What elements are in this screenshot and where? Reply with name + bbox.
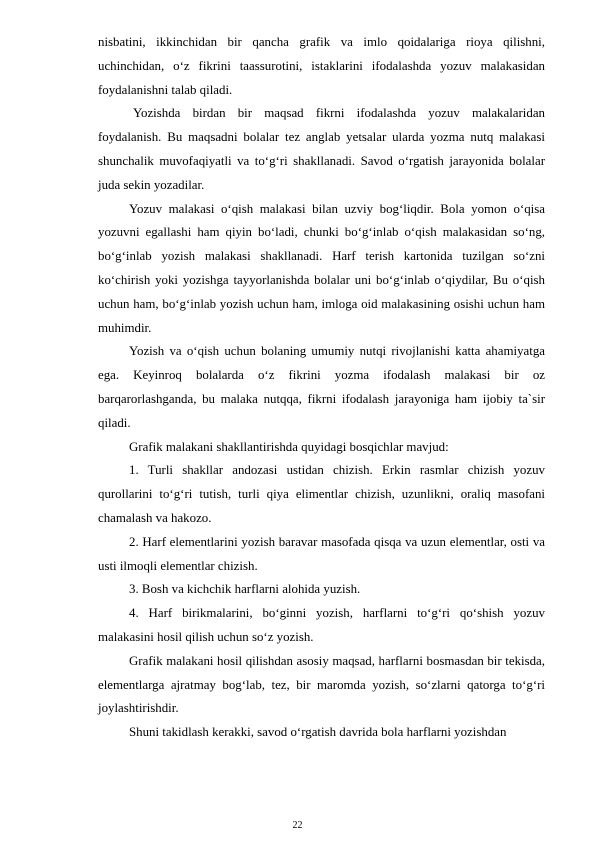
paragraph-3: Yozuv malakasi o‘qish malakasi bilan uzviy bog‘liqdir. Bola yomon o‘qisa yozuvni egallashi ham qiyin bo‘ladi, chunki bo‘g‘inlab o‘qish malakasidan so‘ng, bo‘g‘inlab yozish malakasi shakllanadi. Harf terish kartonida tuzilgan so‘zni ko‘chirish yoki yozishga tayyorlanishda bolalar uni bo‘g‘inlab o‘qiydilar, Bu o‘qish uchun ham, bo‘g‘inlab yozish uchun ham, imloga oid malakasining osishi uchun ham muhimdir. [98, 201, 545, 335]
paragraph-6: Grafik malakani hosil qilishdan asosiy maqsad, harflarni bosmasdan bir tekisda, elementlarga ajratmay bog‘lab, tez, bir maromda yozish, so‘zlarni qatorga to‘g‘ri joylashtirishdir. [98, 653, 545, 716]
paragraph-5: Grafik malakani shakllantirishda quyidagi bosqichlar mavjud: [129, 439, 449, 454]
list-item-2: 2. Harf elementlarini yozish baravar masofada qisqa va uzun elementlar, osti va usti ilmoqli elementlar chizish. [98, 534, 545, 573]
page-number: 22 [292, 820, 303, 831]
list-item-1: 1. Turli shakllar andozasi ustidan chizish. Erkin rasmlar chizish yozuv qurollarini to‘g‘ri tutish, turli qiya elimentlar chizish, uzunlikni, oraliq masofani chamalash va hakozo. [98, 463, 545, 525]
paragraph-2: Yozishda birdan bir maqsad fikrni ifodalashda yozuv malakalaridan foydalanish. Bu maqsadni bolalar tez anglab yetsalar ularda yozma nutq malakasi shunchalik muvofaqiyatli va to‘g‘ri shakllanadi. Savod o‘rgatish jarayonida bolalar juda sekin yozadilar. [98, 106, 545, 192]
paragraph-4: Yozish va o‘qish uchun bolaning umumiy nutqi rivojlanishi katta ahamiyatga ega. Keyinroq bolalarda o‘z fikrini yozma ifodalash malakasi bir oz barqarorlashganda, bu malaka nutqqa, fikrni ifodalash jarayoniga ham ijobiy ta`sir qiladi. [98, 344, 545, 430]
list-item-3: 3. Bosh va kichchik harflarni alohida yuzish. [129, 582, 361, 597]
body-text [98, 31, 545, 745]
paragraph-1: nisbatini, ikkinchidan bir qancha grafik va imlo qoidalariga rioya qilishni, uchinchidan, o‘z fikrini taassurotini, istaklarini ifodalashda yozuv malakasidan foydalanishni talab qiladi. [98, 35, 545, 97]
paragraph-7: Shuni takidlash kerakki, savod o‘rgatish davrida bola harflarni yozishdan [129, 725, 507, 740]
list-item-4: 4. Harf birikmalarini, bo‘ginni yozish, harflarni to‘g‘ri qo‘shish yozuv malakasini hosil qilish uchun so‘z yozish. [98, 606, 545, 644]
